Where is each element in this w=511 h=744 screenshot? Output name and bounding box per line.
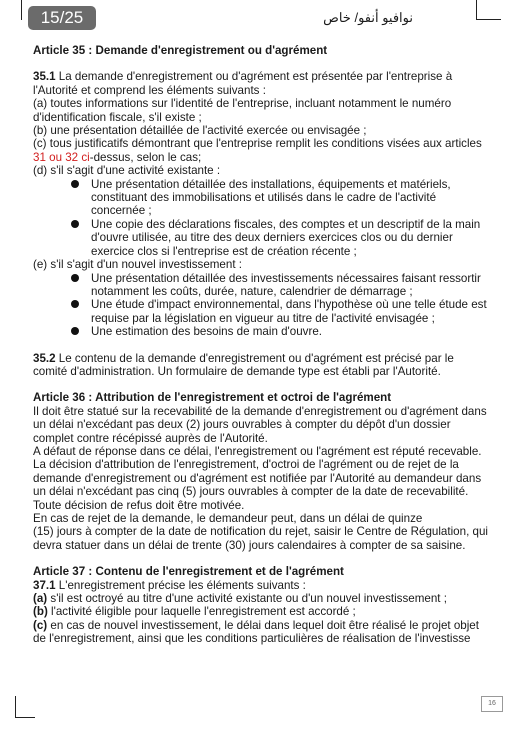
section-number: 35.2 [33,351,56,365]
paragraph-35-1 [33,70,491,97]
article-36-paragraph: Il doit être statué sur la recevabilité de la demande d'enregistrement ou d'agrément dans un délai n'excédant pas deux (2) jours ouvrables à compter du dépôt d'un dossier complet contre récépissé auprès de l'Autorité. [33,404,487,445]
document-body [33,44,491,646]
paragraph-35-2 [33,352,491,379]
item-c-text-end: -dessus, selon le cas; [89,150,202,164]
paragraph-text: L'enregistrement précise les éléments suivants : [55,578,306,592]
article-36-title: Article 36 : Attribution de l'enregistrement et octroi de l'agrément [33,391,392,405]
item-b: (b) une présentation détaillée de l'activité exercée ou envisagée ; [33,124,367,138]
item-label: (c) [33,618,48,632]
item-text: l'activité éligible pour laquelle l'enregistrement est accordé ; [47,605,356,619]
bullet-item: Une présentation détaillée des investissements nécessaires faisant ressortir notamment les coûts, durée, nature, calendrier de démarrage ; [33,272,491,299]
page-number: 16 [481,696,503,712]
top-bar [0,0,511,34]
article-36-paragraph: A défaut de réponse dans ce délai, l'enregistrement ou l'agrément est réputé recevable. [33,444,482,458]
item-d: (d) s'il s'agit d'une activité existante : [33,164,221,178]
paragraph-text: Le contenu de la demande d'enregistrement ou d'agrément est précisé par le comité d'administration. Un formulaire de demande type est établi par l'Autorité. [33,351,454,378]
item-c [33,137,491,164]
item-label: (b) [33,605,48,619]
item-e: (e) s'il s'agit d'un nouvel investissement : [33,258,242,272]
section-number: 35.1 [33,70,56,84]
crop-corner-top-right-line [477,19,501,20]
section-number: 37.1 [33,578,56,592]
item-text: s'il est octroyé au titre d'une activité existante ou d'un nouvel investissement ; [47,592,447,606]
arabic-title: نوافيو أنفو/ خاص [323,10,413,25]
article-36-paragraph: La décision d'attribution de l'enregistrement, d'octroi de l'agrément ou de rejet de la demande d'enregistrement ou d'agrément est notifiée par l'Autorité au demandeur dans un délai n'excédant pas cinq (5) jours ouvrables à compter de la date de recevabilité. [33,458,482,499]
item-37-c [33,619,491,646]
crop-corner-bottom-left [15,696,16,718]
item-text: en cas de nouvel investissement, le délai dans lequel doit être réalisé le projet objet de l'enregistrement, ainsi que les conditions particulières de réalisation de l'investisse [33,618,479,646]
article-reference: 31 ou 32 ci [33,150,90,164]
item-a: (a) toutes informations sur l'identité de l'entreprise, incluant notamment le numéro d'identification fiscale, s'il existe ; [33,97,452,124]
paragraph-37-1 [33,579,491,592]
bullet-item: Une estimation des besoins de main d'ouvre. [33,325,491,338]
item-37-a [33,592,491,605]
article-36-paragraph: En cas de rejet de la demande, le demandeur peut, dans un délai de quinze [33,512,423,525]
crop-corner-bottom-left-line [15,717,35,718]
page-indicator: 15/25 [28,6,96,30]
crop-corner-top-right [476,0,477,20]
item-c-text: (c) tous justificatifs démontrant que l'entreprise remplit les conditions visées aux articles [33,137,482,151]
article-36-paragraph: Toute décision de refus doit être motivée. [33,498,245,512]
bullet-item: Une présentation détaillée des installations, équipements et matériels, constituant des immobilisations et utilisés dans le cadre de l'activité concernée ; [33,178,491,218]
crop-corner-top-left [21,0,22,20]
article-35-title: Article 35 : Demande d'enregistrement ou d'agrément [33,44,328,57]
article-37-title: Article 37 : Contenu de l'enregistrement et de l'agrément [33,565,344,579]
paragraph-text: La demande d'enregistrement ou d'agrément est présentée par l'entreprise à l'Autorité et comprend les éléments suivants : [33,70,453,97]
bullet-item: Une étude d'impact environnemental, dans l'hypothèse où une telle étude est requise par la législation en vigueur au titre de l'activité envisagée ; [33,298,491,325]
item-label: (a) [33,592,48,606]
item-37-b [33,605,491,618]
bullet-item: Une copie des déclarations fiscales, des comptes et un descriptif de la main d'ouvre utilisée, au titre des deux derniers exercices clos ou du dernier exercice clos si l'entreprise est de création récente ; [33,218,491,258]
article-36-paragraph: (15) jours à compter de la date de notification du rejet, saisir le Centre de Régulation, qui devra statuer dans un délai de trente (30) jours calendaires à compter de sa saisine. [33,525,488,552]
